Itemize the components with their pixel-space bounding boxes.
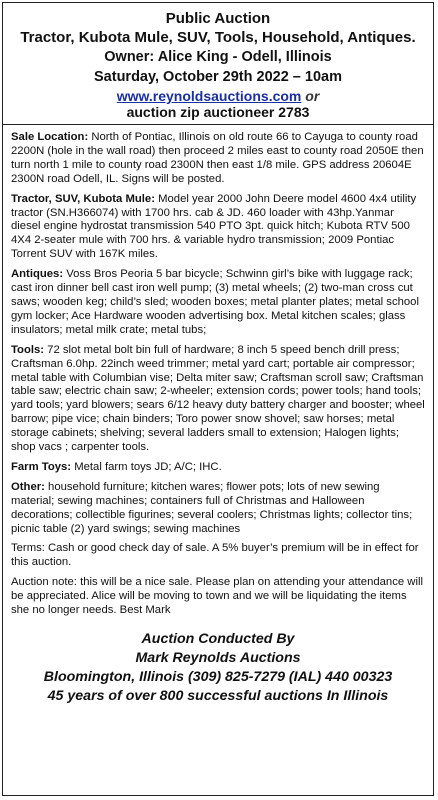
sale-location-text: North of Pontiac, Illinois on old route 66 to Cayuga to county road 2200N (hole in the wall road) then proceed 2 miles east to county road 2050E then turn north 1 mile to county road 2300N then east 1/8 mile. GPS address 20604E 2300N road Odell, IL. Signs will be posted. (11, 131, 424, 185)
tractor-section (3, 193, 433, 263)
footer-contact: Bloomington, Illinois (309) 825-7279 (IAL) 440 00323 (43, 669, 393, 685)
sale-location-section (3, 131, 433, 187)
auction-zip-line: auction zip auctioneer 2783 (126, 104, 310, 120)
owner-line: Owner: Alice King - Odell, Illinois (104, 49, 332, 65)
auction-ad (2, 2, 434, 796)
footer-tagline: 45 years of over 800 successful auctions In Illinois (47, 688, 389, 704)
tractor-text: Model year 2000 John Deere model 4600 4x4 utility tractor (SN.H366074) with 1700 hrs. cab & JD. 460 loader with 43hp.Yanmar diesel engine hydrostat transmission 540 PTO 3pt. quick hitch; Kubota RTV 500 4X4 2-seater mule with 700 hrs. & variable hydro transmission; 2009 Pontiac Torrent SUV with 167K miles. (11, 192, 417, 261)
website-link[interactable]: www.reynoldsauctions.com (116, 88, 302, 104)
farm-toys-text: Metal farm toys JD; A/C; IHC. (71, 460, 222, 473)
other-section (3, 481, 433, 537)
antiques-section (3, 268, 433, 338)
url-line (9, 89, 427, 104)
sale-location-label: Sale Location: (11, 131, 89, 143)
ad-header (3, 3, 433, 120)
tools-section (3, 344, 433, 455)
url-or: or (301, 88, 320, 104)
tools-label: Tools: (11, 343, 45, 356)
tools-text: 72 slot metal bolt bin full of hardware; 8 inch 5 speed bench drill press; Craftsman 6.0hp. 22inch weed trimmer; metal yard cart; portable air compressor; metal table with Columbian vise; Delta miter saw; Craftsman scroll saw; Craftsman table saw; electric chain saw; 2-wheeler; extension cords; power tools; hand tools; yard tools; yard blowers; sears 6/12 heavy duty battery charger and booster; wheel barrow; pipe vice; chain binders; Toro power snow shovel; saw horses; metal storage cabinets; shelving; several ladders small to extension; Halogen lights; shop vacs ; carpenter tools. (11, 343, 425, 454)
terms-text: Terms: Cash or good check day of sale. A 5% buyer’s premium will be in effect for this auction. (11, 542, 419, 569)
tractor-label: Tractor, SUV, Kubota Mule: (11, 192, 155, 205)
other-label: Other: (11, 480, 45, 493)
ad-subtitle: Tractor, Kubota Mule, SUV, Tools, Household, Antiques. (20, 29, 416, 46)
farm-toys-label: Farm Toys: (11, 460, 72, 473)
date-line: Saturday, October 29th 2022 – 10am (94, 69, 342, 85)
ad-title: Public Auction (165, 10, 271, 27)
ad-footer (3, 630, 433, 706)
other-text: household furniture; kitchen wares; flower pots; lots of new sewing material; sewing machines; containers full of Christmas and Halloween decorations; collectible figurines; several coolers; Christmas lights; collector tins; picnic table (2) yard swings; sewing machines (11, 480, 413, 535)
footer-conducted-by: Auction Conducted By (141, 631, 295, 647)
footer-company: Mark Reynolds Auctions (135, 650, 301, 666)
antiques-label: Antiques: (11, 268, 64, 281)
antiques-text: Voss Bros Peoria 5 bar bicycle; Schwinn girl’s bike with luggage rack; cast iron dinner bell cast iron well pump; (3) metal wheels; (2) two-man cross cut saws; wooden keg; child’s sled; wooden boxes; metal planter plates; metal school gym locker; Ace Hardware wooden advertising box. Metal kitchen scales; glass insulators; metal milk crate; metal tubs; (11, 268, 419, 336)
farm-toys-section (3, 461, 433, 475)
header-divider (3, 124, 433, 125)
auction-note-text: Auction note: this will be a nice sale. Please plan on attending your attendance will be appreciated. Alice will be moving to town and we will be liquidating the items she no longer needs. Best Mark (11, 576, 423, 617)
